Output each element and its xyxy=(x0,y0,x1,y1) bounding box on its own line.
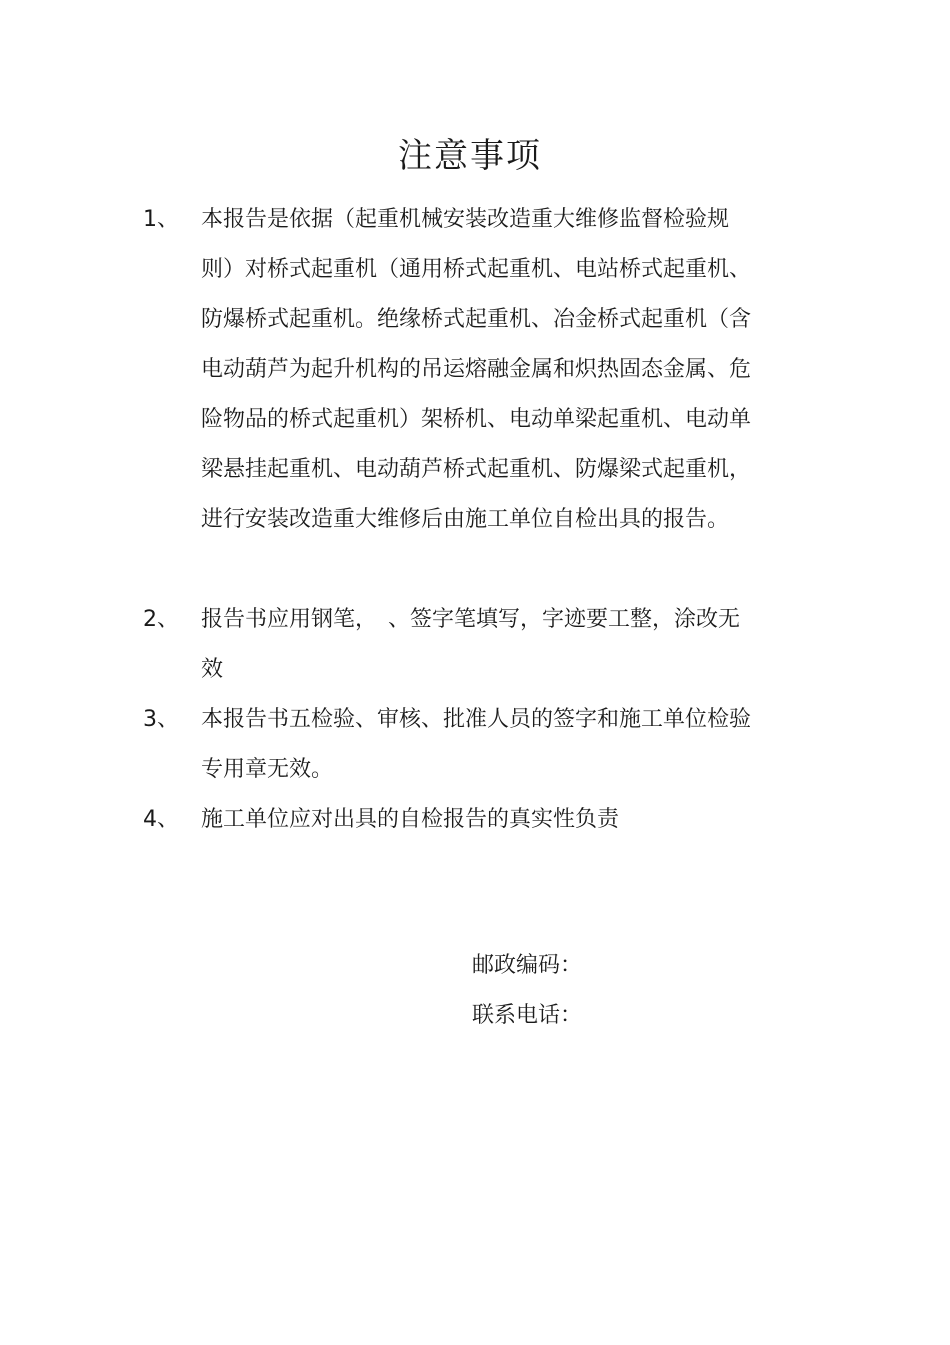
notice-item-3 xyxy=(143,695,773,795)
item-text: 本报告是依据（起重机械安装改造重大维修监督检验规则）对桥式起重机（通用桥式起重机、电站桥式起重机、防爆桥式起重机。绝缘桥式起重机、冶金桥式起重机（含电动葫芦为起升机构的吊运熔融金属和炽热固态金属、危险物品的桥式起重机）架桥机、电动单梁起重机、电动单梁悬挂起重机、电动葫芦桥式起重机、防爆梁式起重机，进行安装改造重大维修后由施工单位自检出具的报告。 xyxy=(201,207,752,532)
postal-code-label: 邮政编码： xyxy=(472,953,583,978)
item-number: 3、 xyxy=(143,707,179,732)
notice-item-2 xyxy=(143,595,773,695)
item-number: 1、 xyxy=(143,207,179,232)
notice-item-1 xyxy=(143,195,773,595)
item-text: 本报告书五检验、审核、批准人员的签字和施工单位检验专用章无效。 xyxy=(201,707,752,782)
notice-item-4 xyxy=(143,795,773,845)
item-number: 4、 xyxy=(143,807,179,832)
item-number: 2、 xyxy=(143,607,179,632)
item-text: 报告书应用钢笔， 、签字笔填写，字迹要工整，涂改无效 xyxy=(201,607,741,682)
page-title: 注意事项 xyxy=(398,136,542,176)
phone-label: 联系电话： xyxy=(472,1003,583,1028)
item-text: 施工单位应对出具的自检报告的真实性负责 xyxy=(201,807,620,832)
